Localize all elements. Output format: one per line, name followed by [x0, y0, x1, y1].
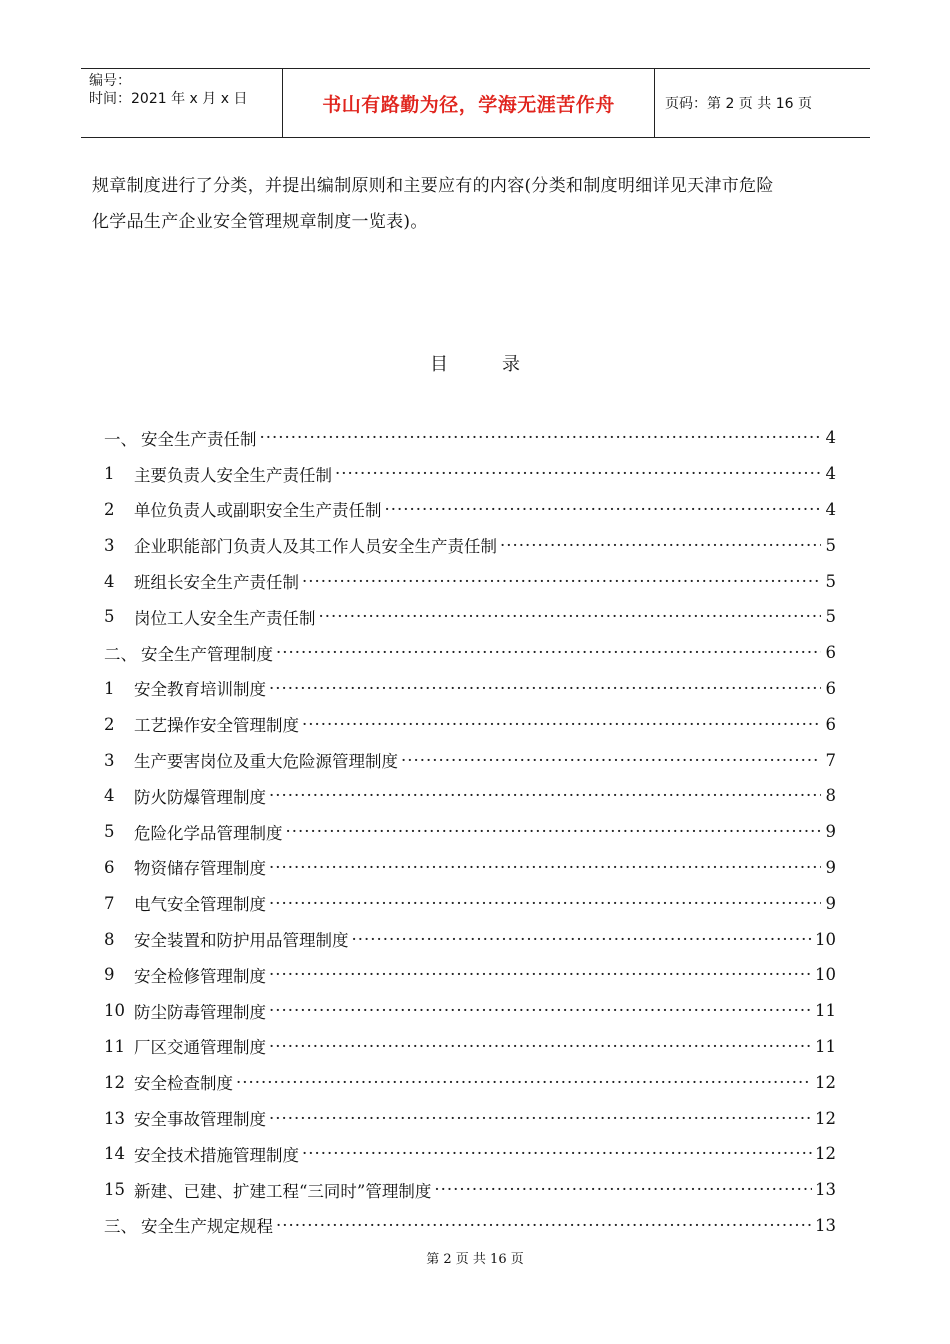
toc-entry-label: 安全生产规定规程 [141, 1217, 273, 1237]
toc-entry-label: 厂区交通管理制度 [134, 1038, 266, 1058]
toc-entry-page: 8 [825, 786, 836, 806]
toc-entry[interactable] [104, 1172, 836, 1208]
toc-dot-leader [269, 1109, 812, 1128]
intro-line: 化学品生产企业安全管理规章制度一览表)。 [92, 212, 428, 232]
toc-entry-number: 7 [104, 893, 115, 913]
toc-dot-leader [269, 1037, 812, 1056]
toc-entry-label: 安全生产责任制 [141, 429, 257, 449]
document-date: 时间：2021 年 x 月 x 日 [89, 91, 248, 107]
toc-entry-number: 10 [104, 1001, 125, 1021]
toc-entry-page: 4 [825, 499, 836, 519]
toc-entry-page: 5 [825, 607, 836, 627]
toc-entry-number: 5 [104, 607, 115, 627]
toc-entry-number: 1 [104, 678, 115, 698]
toc-entry-label: 单位负责人或副职安全生产责任制 [134, 501, 382, 521]
toc-dot-leader [302, 715, 821, 734]
toc-entry-page: 13 [815, 1180, 836, 1200]
toc-title-char: 录 [502, 354, 520, 375]
toc-entry-page: 11 [815, 1036, 836, 1056]
toc-entry-number: 13 [104, 1108, 125, 1128]
toc-entry[interactable] [104, 492, 836, 528]
toc-entry-page: 9 [825, 857, 836, 877]
toc-entry-number: 12 [104, 1072, 125, 1092]
toc-entry-label: 新建、已建、扩建工程“三同时”管理制度 [134, 1181, 432, 1201]
toc-entry[interactable] [104, 1100, 836, 1136]
toc-entry-label: 安全技术措施管理制度 [134, 1145, 299, 1165]
toc-entry-label: 安全生产管理制度 [141, 644, 273, 664]
toc-entry-page: 9 [825, 822, 836, 842]
toc-entry-page: 6 [825, 643, 836, 663]
toc-entry[interactable] [104, 742, 836, 778]
toc-entry-page: 10 [815, 965, 836, 985]
toc-entry[interactable] [104, 563, 836, 599]
toc-entry[interactable] [104, 599, 836, 635]
toc-entry-number: 6 [104, 857, 115, 877]
toc-dot-leader [269, 965, 812, 984]
toc-dot-leader [269, 1001, 812, 1020]
toc-section-entry[interactable] [104, 635, 836, 671]
toc-dot-leader [302, 1144, 812, 1163]
toc-entry-label: 班组长安全生产责任制 [134, 573, 299, 593]
toc-dot-leader [335, 464, 821, 483]
toc-entry-page: 12 [815, 1072, 836, 1092]
toc-entry-number: 4 [104, 571, 115, 591]
toc-entry-label: 防尘防毒管理制度 [134, 1002, 266, 1022]
toc-entry-label: 防火防爆管理制度 [134, 787, 266, 807]
toc-dot-leader [385, 500, 822, 519]
toc-dot-leader [269, 679, 821, 698]
toc-entry-label: 岗位工人安全生产责任制 [134, 608, 316, 628]
toc-entry[interactable] [104, 778, 836, 814]
toc-entry-label: 安全检查制度 [134, 1074, 233, 1094]
toc-entry[interactable] [104, 814, 836, 850]
toc-entry[interactable] [104, 850, 836, 886]
toc-dot-leader [401, 751, 821, 770]
toc-entry-label: 企业职能部门负责人及其工作人员安全生产责任制 [134, 537, 497, 557]
toc-entry[interactable] [104, 885, 836, 921]
toc-entry-page: 4 [825, 464, 836, 484]
toc-dot-leader [260, 428, 822, 447]
document-number-label: 编号： [89, 73, 131, 89]
toc-entry-page: 10 [815, 929, 836, 949]
toc-entry[interactable] [104, 527, 836, 563]
toc-entry-number: 5 [104, 822, 115, 842]
toc-title-char: 目 [430, 354, 448, 375]
intro-line: 规章制度进行了分类，并提出编制原则和主要应有的内容(分类和制度明细详见天津市危险 [92, 176, 774, 196]
toc-entry-label: 工艺操作安全管理制度 [134, 716, 299, 736]
toc-dot-leader [269, 786, 821, 805]
toc-entry-number: 2 [104, 714, 115, 734]
toc-entry-page: 12 [815, 1144, 836, 1164]
toc-entry-page: 6 [825, 678, 836, 698]
toc-title [0, 350, 950, 376]
toc-entry-number: 一、 [104, 429, 137, 449]
toc-entry-number: 15 [104, 1180, 125, 1200]
toc-section-entry[interactable] [104, 1208, 836, 1244]
toc-entry-number: 9 [104, 965, 115, 985]
toc-entry-label: 主要负责人安全生产责任制 [134, 465, 332, 485]
toc-entry-number: 4 [104, 786, 115, 806]
toc-entry[interactable] [104, 1064, 836, 1100]
toc-entry[interactable] [104, 921, 836, 957]
toc-entry-page: 9 [825, 893, 836, 913]
toc-entry-number: 11 [104, 1036, 125, 1056]
toc-entry-page: 6 [825, 714, 836, 734]
intro-paragraph [92, 168, 872, 240]
toc-entry-page: 5 [825, 535, 836, 555]
toc-entry-label: 安全教育培训制度 [134, 680, 266, 700]
toc-entry[interactable] [104, 456, 836, 492]
toc-entry-number: 二、 [104, 644, 137, 664]
toc-dot-leader [269, 894, 821, 913]
toc-dot-leader [269, 858, 821, 877]
toc-entry-label: 危险化学品管理制度 [134, 823, 283, 843]
toc-entry[interactable] [104, 1029, 836, 1065]
toc-entry-label: 安全检修管理制度 [134, 966, 266, 986]
toc-entry-label: 生产要害岗位及重大危险源管理制度 [134, 752, 398, 772]
toc-entry-label: 电气安全管理制度 [134, 895, 266, 915]
toc-section-entry[interactable] [104, 420, 836, 456]
toc-entry-page: 11 [815, 1001, 836, 1021]
toc-entry[interactable] [104, 706, 836, 742]
toc-dot-leader [286, 822, 822, 841]
toc-dot-leader [236, 1073, 812, 1092]
toc-entry-number: 3 [104, 750, 115, 770]
toc-dot-leader [434, 1180, 812, 1199]
toc-entry-number: 1 [104, 464, 115, 484]
header-page-info: 页码：第 2 页 共 16 页 [665, 96, 812, 112]
toc-entry-label: 物资储存管理制度 [134, 859, 266, 879]
toc-entry-number: 14 [104, 1144, 125, 1164]
toc-dot-leader [302, 572, 821, 591]
header-motto: 书山有路勤为径，学海无涯苦作舟 [282, 69, 655, 137]
toc-entry-page: 4 [825, 428, 836, 448]
table-of-contents [104, 420, 836, 1243]
toc-entry-number: 2 [104, 499, 115, 519]
toc-entry-number: 8 [104, 929, 115, 949]
toc-entry-label: 安全事故管理制度 [134, 1110, 266, 1130]
toc-dot-leader [352, 930, 813, 949]
toc-entry-label: 安全装置和防护用品管理制度 [134, 931, 349, 951]
toc-entry-number: 三、 [104, 1217, 137, 1237]
page-footer: 第 2 页 共 16 页 [426, 1252, 524, 1267]
toc-dot-leader [500, 536, 821, 555]
toc-entry-page: 13 [815, 1215, 836, 1235]
toc-entry[interactable] [104, 1136, 836, 1172]
toc-dot-leader [276, 1216, 812, 1235]
toc-entry-page: 5 [825, 571, 836, 591]
document-header [81, 68, 870, 138]
toc-dot-leader [276, 643, 821, 662]
header-meta-cell [81, 69, 282, 137]
toc-entry-number: 3 [104, 535, 115, 555]
toc-entry[interactable] [104, 993, 836, 1029]
toc-entry[interactable] [104, 957, 836, 993]
toc-entry[interactable] [104, 671, 836, 707]
toc-dot-leader [319, 607, 822, 626]
toc-entry-page: 7 [825, 750, 836, 770]
toc-entry-page: 12 [815, 1108, 836, 1128]
